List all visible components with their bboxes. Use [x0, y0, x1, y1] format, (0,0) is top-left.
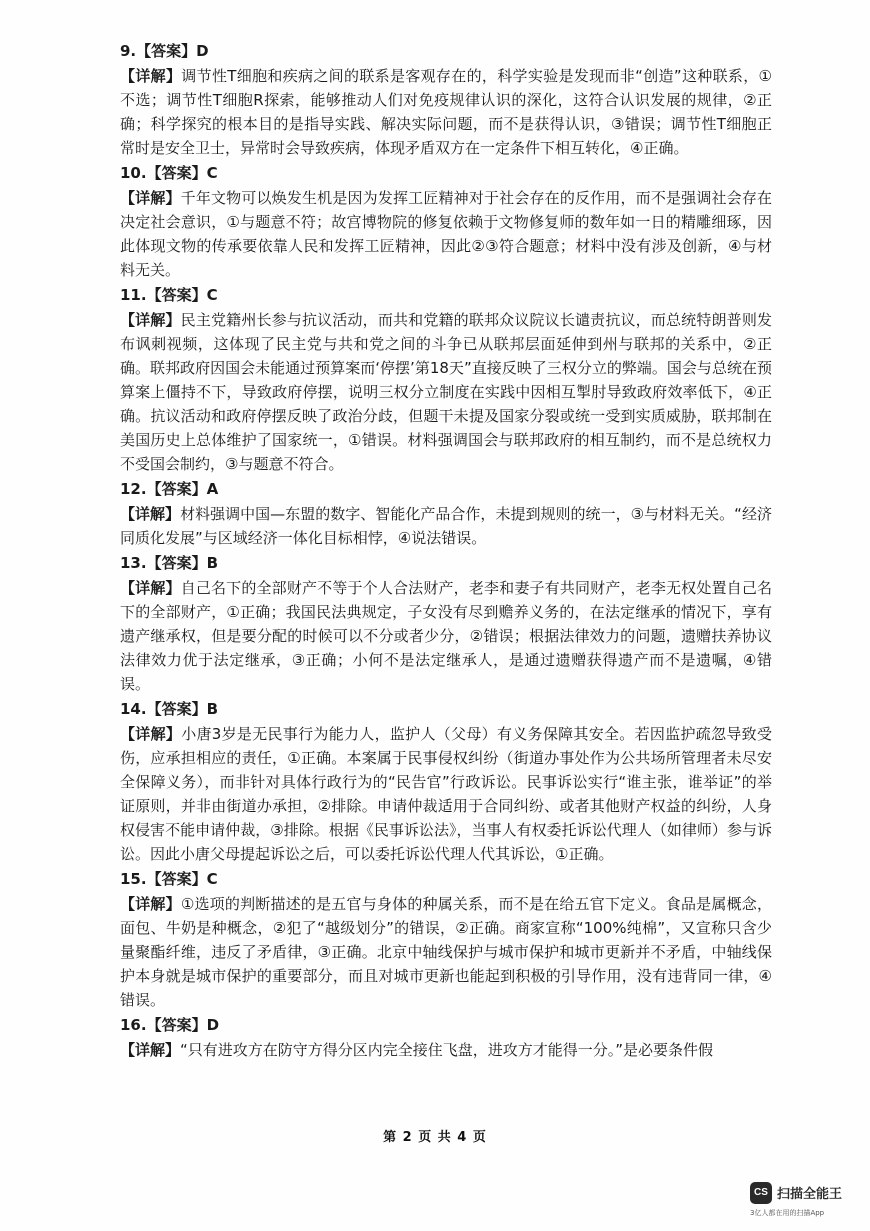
detail-tag: 【详解】 [120, 1041, 181, 1059]
answer-heading: 13.【答案】B [120, 554, 219, 572]
answer-heading: 11.【答案】C [120, 286, 218, 304]
watermark-subtitle: 3亿人都在用的扫描App [750, 1209, 825, 1217]
detail-paragraph [120, 892, 772, 1012]
scanner-watermark [750, 1178, 860, 1222]
answer-list [120, 38, 772, 1062]
answer-heading: 16.【答案】D [120, 1016, 220, 1034]
question-block [120, 38, 772, 160]
detail-tag: 【详解】 [120, 311, 181, 329]
detail-paragraph [120, 722, 772, 866]
detail-paragraph [120, 186, 772, 282]
detail-paragraph [120, 1038, 772, 1062]
detail-text: 千年文物可以焕发生机是因为发挥工匠精神对于社会存在的反作用，而不是强调社会存在决定社会意识，①与题意不符；故宫博物院的修复依赖于文物修复师的数年如一日的精雕细琢，因此体现文物的传承要依靠人民和发挥工匠精神，因此②③符合题意；材料中没有涉及创新，④与材料无关。 [120, 189, 772, 279]
detail-tag: 【详解】 [120, 189, 181, 207]
detail-text: 小唐3岁是无民事行为能力人，监护人（父母）有义务保障其安全。若因监护疏忽导致受伤，应承担相应的责任，①正确。本案属于民事侵权纠纷（街道办事处作为公共场所管理者未尽安全保障义务），而非针对具体行政行为的“民告官”行政诉讼。民事诉讼实行“谁主张，谁举证”的举证原则，并非由街道办承担，②排除。申请仲裁适用于合同纠纷、或者其他财产权益的纠纷，人身权侵害不能申请仲裁，③排除。根据《民事诉讼法》，当事人有权委托诉讼代理人（如律师）参与诉讼。因此小唐父母提起诉讼之后，可以委托诉讼代理人代其诉讼，①正确。 [120, 725, 772, 863]
detail-tag: 【详解】 [120, 725, 182, 743]
detail-paragraph [120, 64, 772, 160]
detail-text: 调节性T细胞和疾病之间的联系是客观存在的，科学实验是发现而非“创造”这种联系，①不选；调节性T细胞R探索，能够推动人们对免疫规律认识的深化，这符合认识发展的规律，②正确；科学探究的根本目的是指导实践、解决实际问题，而不是获得认识，③错误；调节性T细胞正常时是安全卫士，异常时会导致疾病，体现矛盾双方在一定条件下相互转化，④正确。 [120, 67, 772, 157]
watermark-app-name: 扫描全能王 [777, 1187, 843, 1202]
answer-heading: 14.【答案】B [120, 700, 219, 718]
answer-heading: 9.【答案】D [120, 42, 209, 60]
question-block [120, 1012, 772, 1062]
detail-text: ①选项的判断描述的是五官与身体的种属关系，而不是在给五官下定义。食品是属概念，面包、牛奶是种概念，②犯了“越级划分”的错误，②正确。商家宣称“100%纯棉”，又宣称只含少量聚酯纤维，违反了矛盾律，③正确。北京中轴线保护与城市保护和城市更新并不矛盾，中轴线保护本身就是城市保护的重要部分，而且对城市更新也能起到积极的引导作用，没有违背同一律，④错误。 [120, 895, 772, 1009]
detail-tag: 【详解】 [120, 505, 181, 523]
page-number: 第 2 页 共 4 页 [383, 1130, 487, 1145]
detail-text: “只有进攻方在防守方得分区内完全接住飞盘，进攻方才能得一分。”是必要条件假 [180, 1041, 714, 1059]
answer-heading: 12.【答案】A [120, 480, 219, 498]
detail-tag: 【详解】 [120, 67, 182, 85]
question-block [120, 282, 772, 476]
detail-paragraph [120, 502, 772, 550]
detail-paragraph [120, 308, 772, 476]
detail-text: 自己名下的全部财产不等于个人合法财产，老李和妻子有共同财产，老李无权处置自己名下的全部财产，①正确；我国民法典规定，子女没有尽到赡养义务的，在法定继承的情况下，享有遗产继承权，但是要分配的时候可以不分或者少分，②错误；根据法律效力的问题，遗赠扶养协议法律效力优于法定继承，③正确；小何不是法定继承人，是通过遗赠获得遗产而不是遗嘱，④错误。 [120, 579, 772, 693]
detail-text: 材料强调中国—东盟的数字、智能化产品合作，未提到规则的统一，③与材料无关。“经济同质化发展”与区域经济一体化目标相悖，④说法错误。 [120, 505, 772, 547]
detail-paragraph [120, 576, 772, 696]
question-block [120, 550, 772, 696]
detail-tag: 【详解】 [120, 579, 181, 597]
camscanner-logo-icon: CS [750, 1182, 772, 1204]
answer-heading: 10.【答案】C [120, 164, 218, 182]
question-block [120, 160, 772, 282]
question-block [120, 696, 772, 866]
question-block [120, 866, 772, 1012]
detail-tag: 【详解】 [120, 895, 181, 913]
question-block [120, 476, 772, 550]
detail-text: 民主党籍州长参与抗议活动，而共和党籍的联邦众议院议长谴责抗议，而总统特朗普则发布讽刺视频，这体现了民主党与共和党之间的斗争已从联邦层面延伸到州与联邦的关系中，②正确。联邦政府因国会未能通过预算案而‘停摆’第18天”直接反映了三权分立的弊端。国会与总统在预算案上僵持不下，导致政府停摆，说明三权分立制度在实践中因相互掣肘导致政府效率低下，④正确。抗议活动和政府停摆反映了政治分歧，但题干未提及国家分裂或统一受到实质威胁，联邦制在美国历史上总体维护了国家统一，①错误。材料强调国会与联邦政府的相互制约，而不是总统权力不受国会制约，③与题意不符合。 [120, 311, 772, 473]
answer-heading: 15.【答案】C [120, 870, 218, 888]
